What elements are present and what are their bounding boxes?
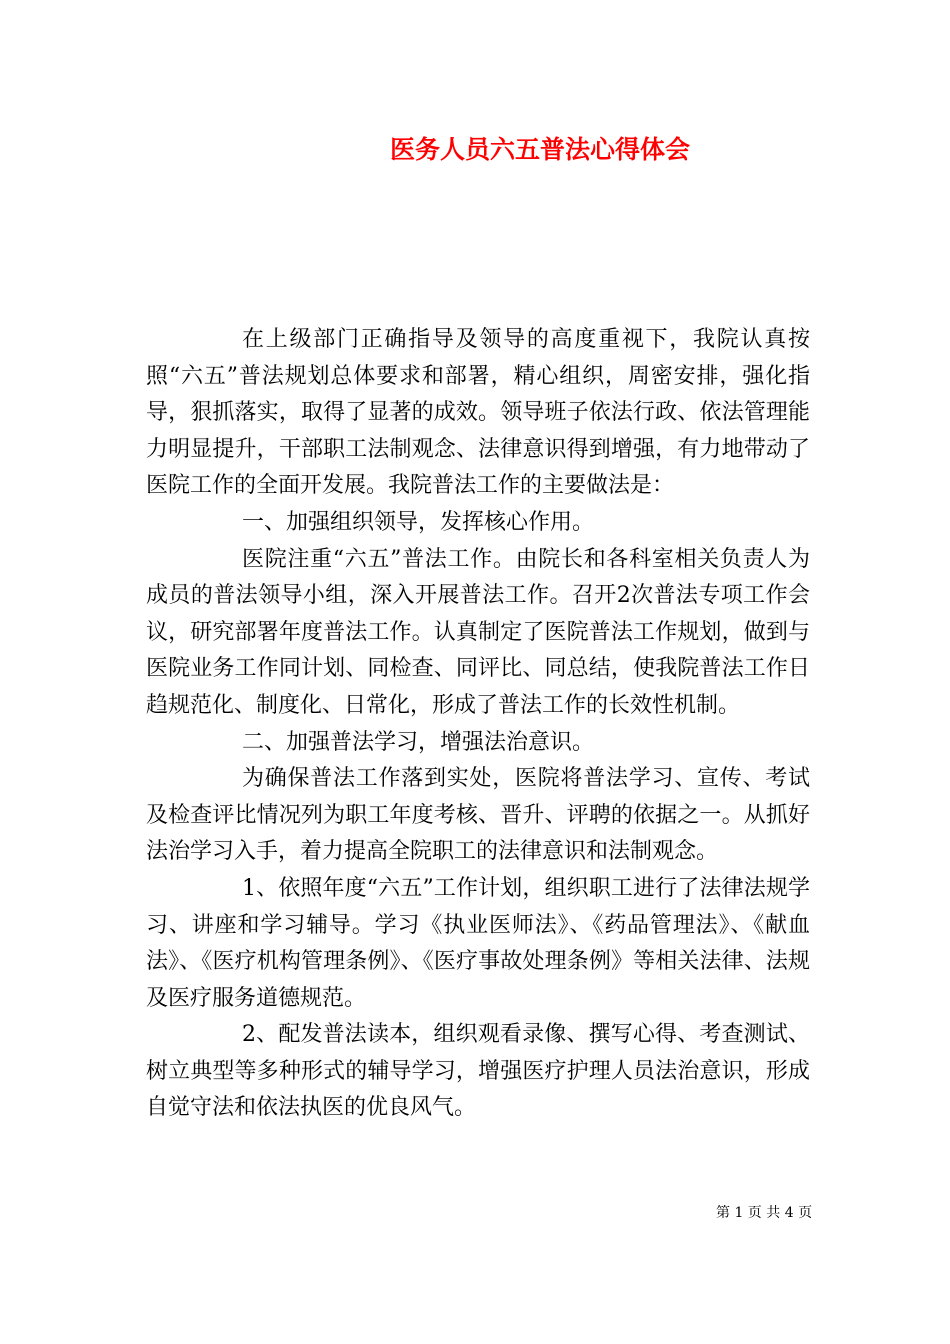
section-heading-1: 一、加强组织领导，发挥核心作用。 [242, 509, 595, 535]
page-number: 第 1 页 共 4 页 [716, 1205, 813, 1221]
section-heading-2: 二、加强普法学习，增强法治意识。 [242, 729, 595, 755]
document-body [146, 322, 810, 1127]
list-item-2: 2、配发普法读本，组织观看录像、撰写心得、考查测试、树立典型等多种形式的辅导学习，增强医疗护理人员法治意识，形成自觉守法和依法执医的优良风气。 [146, 1022, 810, 1121]
paragraph-intro: 在上级部门正确指导及领导的高度重视下，我院认真按照“六五”普法规划总体要求和部署，精心组织，周密安排，强化指导，狠抓落实，取得了显著的成效。领导班子依法行政、依法管理能力明显提升，干部职工法制观念、法律意识得到增强，有力地带动了医院工作的全面开发展。我院普法工作的主要做法是： [146, 327, 810, 499]
list-item-1: 1、依照年度“六五”工作计划，组织职工进行了法律法规学习、讲座和学习辅导。学习《执业医师法》、《药品管理法》、《献血法》、《医疗机构管理条例》、《医疗事故处理条例》等相关法律、法规及医疗服务道德规范。 [146, 875, 810, 1011]
page-title: 医务人员六五普法心得体会 [389, 135, 690, 164]
paragraph-section-2: 为确保普法工作落到实处，医院将普法学习、宣传、考试及检查评比情况列为职工年度考核、晋升、评聘的依据之一。从抓好法治学习入手，着力提高全院职工的法律意识和法制观念。 [146, 766, 810, 865]
paragraph-section-1: 医院注重“六五”普法工作。由院长和各科室相关负责人为成员的普法领导小组，深入开展普法工作。召开2次普法专项工作会议，研究部署年度普法工作。认真制定了医院普法工作规划，做到与医院业务工作同计划、同检查、同评比、同总结，使我院普法工作日趋规范化、制度化、日常化，形成了普法工作的长效性机制。 [146, 546, 810, 718]
